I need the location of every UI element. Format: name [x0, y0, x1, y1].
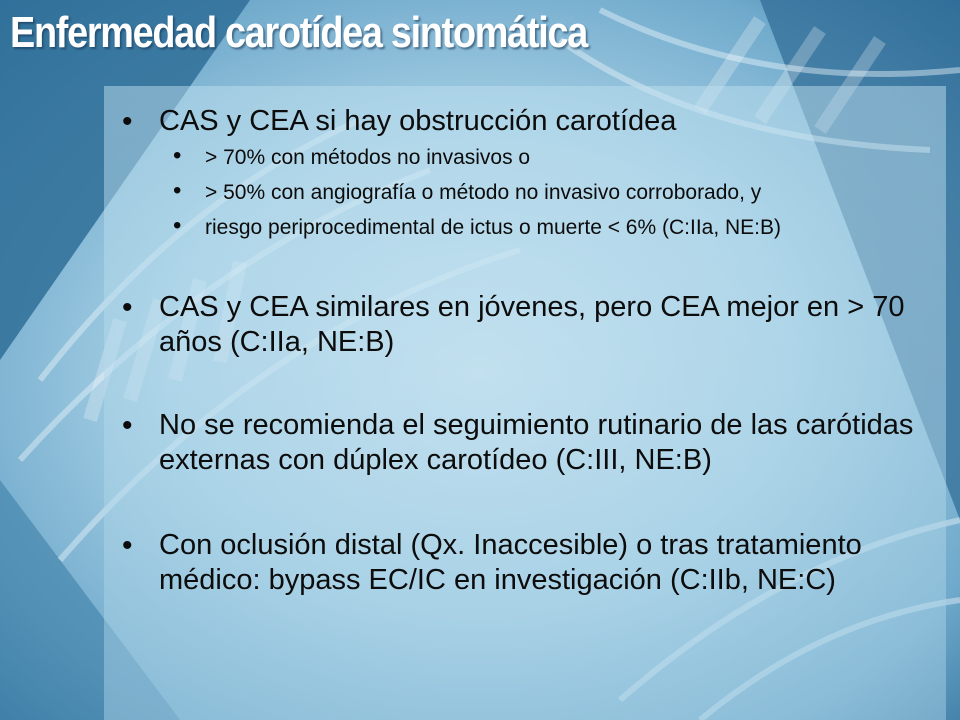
bullet-text: CAS y CEA si hay obstrucción carotídea — [159, 105, 677, 137]
bullet-text: CAS y CEA similares en jóvenes, pero CEA mejor en > 70 años (C:IIa, NE:B) — [159, 291, 905, 358]
bullet-text: Con oclusión distal (Qx. Inaccesible) o tras tratamiento médico: bypass EC/IC en investigación (C:IIb, NE:C) — [159, 529, 862, 596]
bullet-dot-icon: • — [173, 177, 182, 204]
slide-title: Enfermedad carotídea sintomática — [10, 8, 587, 57]
sub-bullet-text: > 70% con métodos no invasivos o — [205, 146, 531, 169]
bullet-dot-icon: • — [173, 142, 182, 169]
bullet-item — [118, 290, 938, 360]
sub-bullet-list — [118, 142, 938, 240]
bullet-dot-icon: • — [122, 105, 133, 138]
bullet-text: No se recomienda el seguimiento rutinario de las carótidas externas con dúplex carotídeo (C:III, NE:B) — [159, 409, 914, 476]
bullet-item — [118, 528, 938, 598]
sub-bullet-item — [118, 177, 938, 205]
sub-bullet-text: riesgo periprocedimental de ictus o muerte < 6% (C:IIa, NE:B) — [205, 216, 782, 239]
bullet-dot-icon: • — [173, 212, 182, 239]
bullet-dot-icon: • — [122, 529, 133, 562]
bullet-item — [118, 408, 938, 478]
bullet-dot-icon: • — [122, 291, 133, 324]
sub-bullet-item — [118, 142, 938, 170]
sub-bullet-text: > 50% con angiografía o método no invasivo corroborado, y — [205, 181, 762, 204]
bullet-item — [118, 104, 938, 139]
sub-bullet-item — [118, 212, 938, 240]
bullet-list — [118, 104, 938, 598]
bullet-dot-icon: • — [122, 409, 133, 442]
